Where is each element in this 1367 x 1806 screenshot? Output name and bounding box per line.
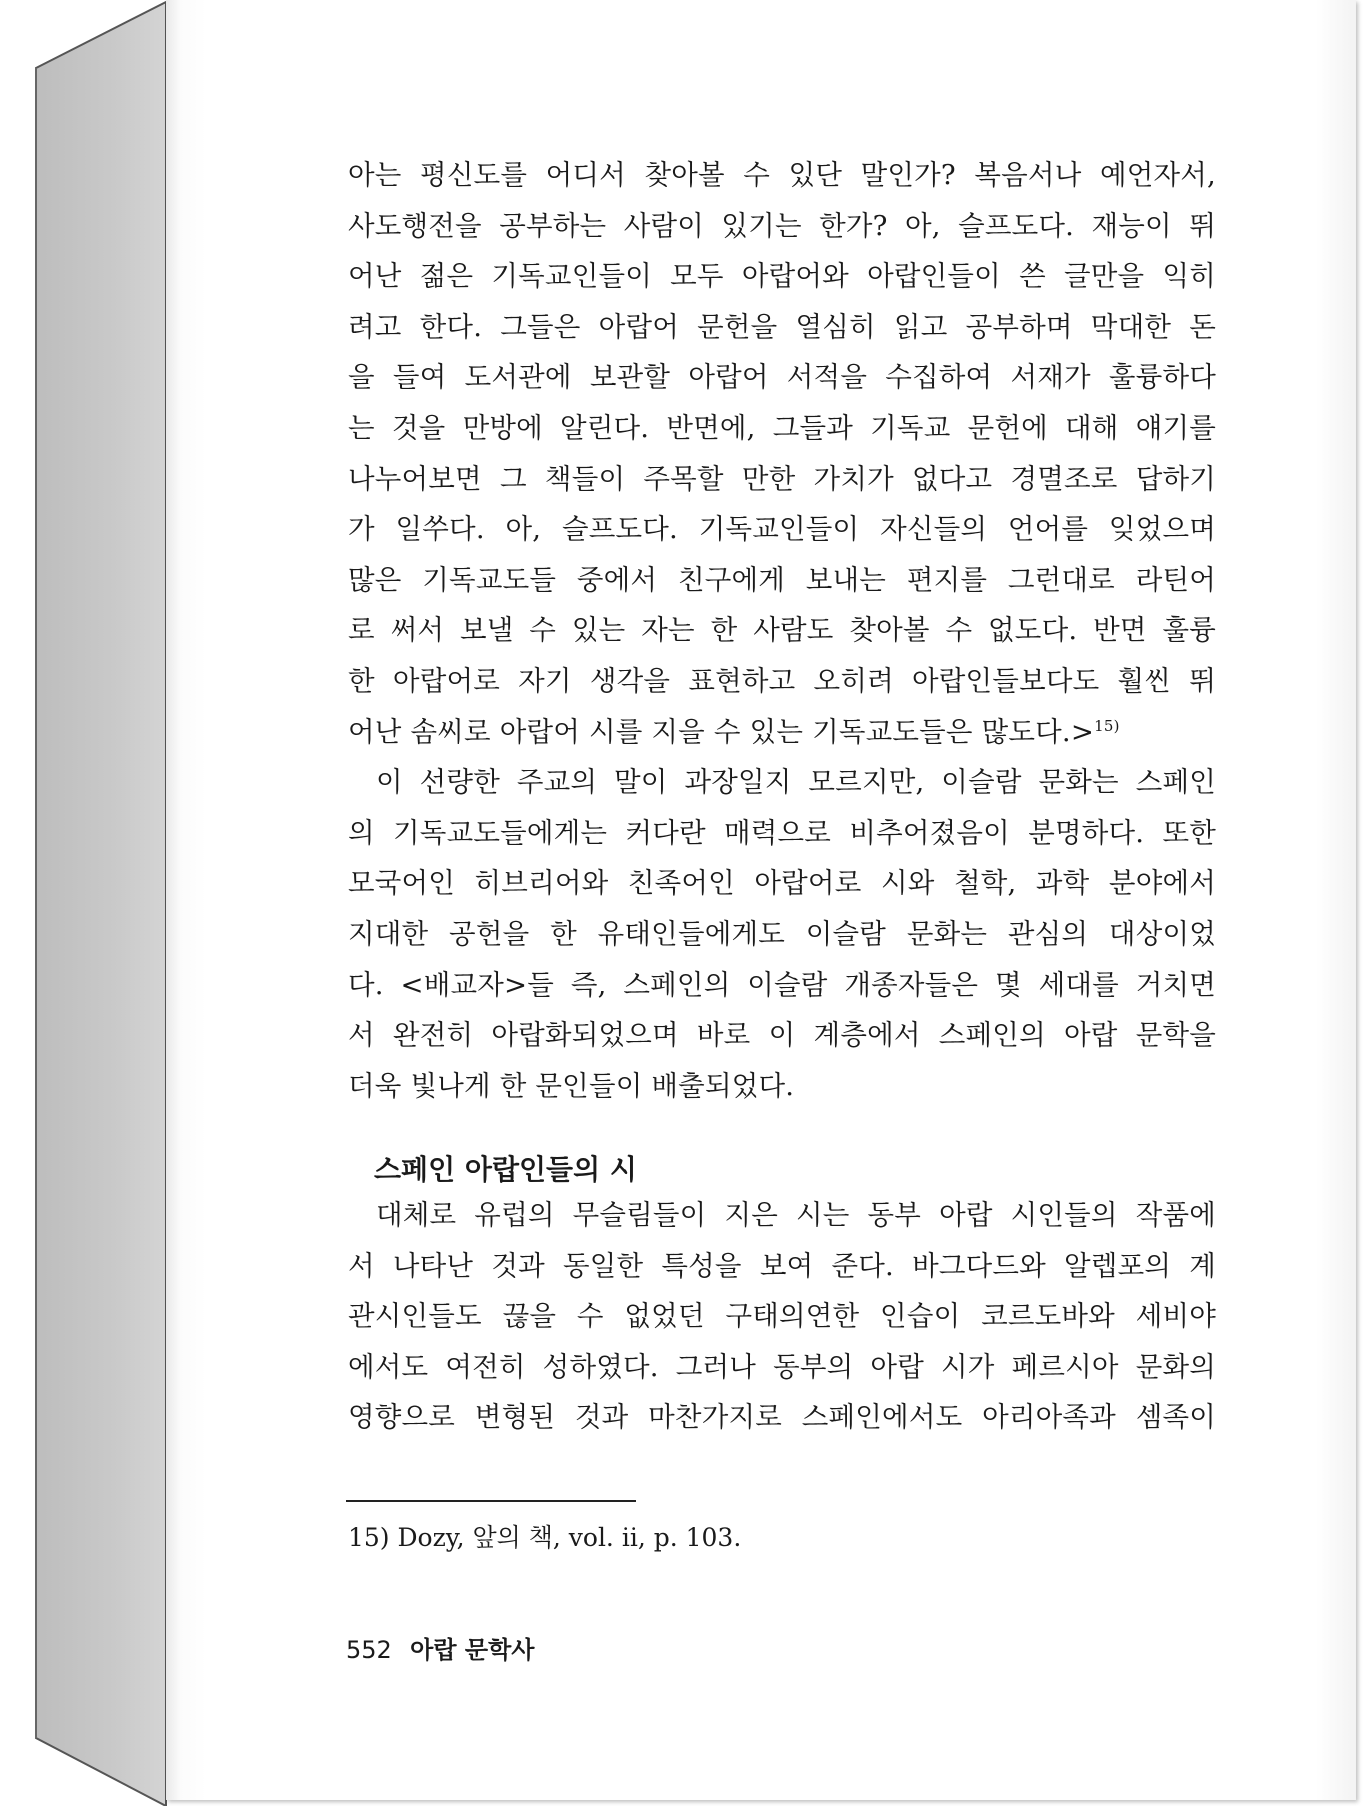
running-title: 아랍 문학사 bbox=[410, 1636, 535, 1664]
book-spine bbox=[0, 0, 172, 1806]
text-line: 서 완전히 아랍화되었으며 바로 이 계층에서 스페인의 아랍 문학을 bbox=[348, 1019, 1216, 1052]
text-line: 에서도 여전히 성하였다. 그러나 동부의 아랍 시가 페르시아 문화의 bbox=[348, 1350, 1216, 1383]
text-line: 관시인들도 끊을 수 없었던 구태의연한 인습이 코르도바와 세비야 bbox=[348, 1300, 1216, 1333]
text-line: 영향으로 변형된 것과 마찬가지로 스페인에서도 아리아족과 셈족이 bbox=[348, 1401, 1216, 1434]
footnote: 15) Dozy, 앞의 책, vol. ii, p. 103. bbox=[348, 1523, 742, 1552]
text-line: 이 선량한 주교의 말이 과장일지 모르지만, 이슬람 문화는 스페인 bbox=[376, 766, 1216, 799]
page-number: 552 bbox=[346, 1636, 392, 1664]
text-line: 려고 한다. 그들은 아랍어 문헌을 열심히 읽고 공부하며 막대한 돈 bbox=[348, 310, 1216, 343]
text-line: 사도행전을 공부하는 사람이 있기는 한가? 아, 슬프도다. 재능이 뛰 bbox=[348, 209, 1216, 242]
section-heading: 스페인 아랍인들의 시 bbox=[374, 1153, 637, 1186]
text-line: 대체로 유럽의 무슬림들이 지은 시는 동부 아랍 시인들의 작품에 bbox=[376, 1199, 1216, 1231]
text-line: 아는 평신도를 어디서 찾아볼 수 있단 말인가? 복음서나 예언자서, bbox=[348, 159, 1216, 191]
text-line: 을 들여 도서관에 보관할 아랍어 서적을 수집하여 서재가 훌륭하다 bbox=[348, 361, 1216, 394]
text-line: 로 써서 보낼 수 있는 자는 한 사람도 찾아볼 수 없도다. 반면 훌륭 bbox=[348, 614, 1216, 647]
text-line: 많은 기독교도들 중에서 친구에게 보내는 편지를 그런대로 라틴어 bbox=[348, 563, 1216, 596]
text-line: 한 아랍어로 자기 생각을 표현하고 오히려 아랍인들보다도 훨씬 뛰 bbox=[348, 664, 1216, 697]
text-line: 어난 젊은 기독교인들이 모두 아랍어와 아랍인들이 쓴 글만을 익히 bbox=[348, 260, 1216, 293]
text-line: 는 것을 만방에 알린다. 반면에, 그들과 기독교 문헌에 대해 얘기를 bbox=[348, 411, 1216, 444]
text-line: 어난 솜씨로 아랍어 시를 지을 수 있는 기독교도들은 많도다.> bbox=[348, 715, 1095, 748]
body-text-bottom bbox=[348, 1190, 1216, 1443]
text-line: 다. <배교자>들 즉, 스페인의 이슬람 개종자들은 몇 세대를 거치면 bbox=[348, 968, 1216, 1001]
text-line: 모국어인 히브리어와 친족어인 아랍어로 시와 철학, 과학 분야에서 bbox=[348, 867, 1216, 900]
text-line: 의 기독교도들에게는 커다란 매력으로 비추어졌음이 분명하다. 또한 bbox=[348, 816, 1216, 849]
text-line: 가 일쑤다. 아, 슬프도다. 기독교인들이 자신들의 언어를 잊었으며 bbox=[348, 513, 1216, 546]
footnote-reference: 15) bbox=[1094, 716, 1120, 735]
text-line: 나누어보면 그 책들이 주목할 만한 가치가 없다고 경멸조로 답하기 bbox=[348, 462, 1216, 495]
page-footer bbox=[346, 1630, 534, 1665]
text-line: 서 나타난 것과 동일한 특성을 보여 준다. 바그다드와 알렙포의 계 bbox=[348, 1249, 1216, 1282]
body-text-top bbox=[348, 150, 1216, 1111]
text-line: 더욱 빛나게 한 문인들이 배출되었다. bbox=[348, 1069, 795, 1102]
footnote-divider bbox=[346, 1500, 636, 1502]
text-line-with-footnote bbox=[348, 707, 1216, 758]
text-line: 지대한 공헌을 한 유태인들에게도 이슬람 문화는 관심의 대상이었 bbox=[348, 917, 1216, 950]
